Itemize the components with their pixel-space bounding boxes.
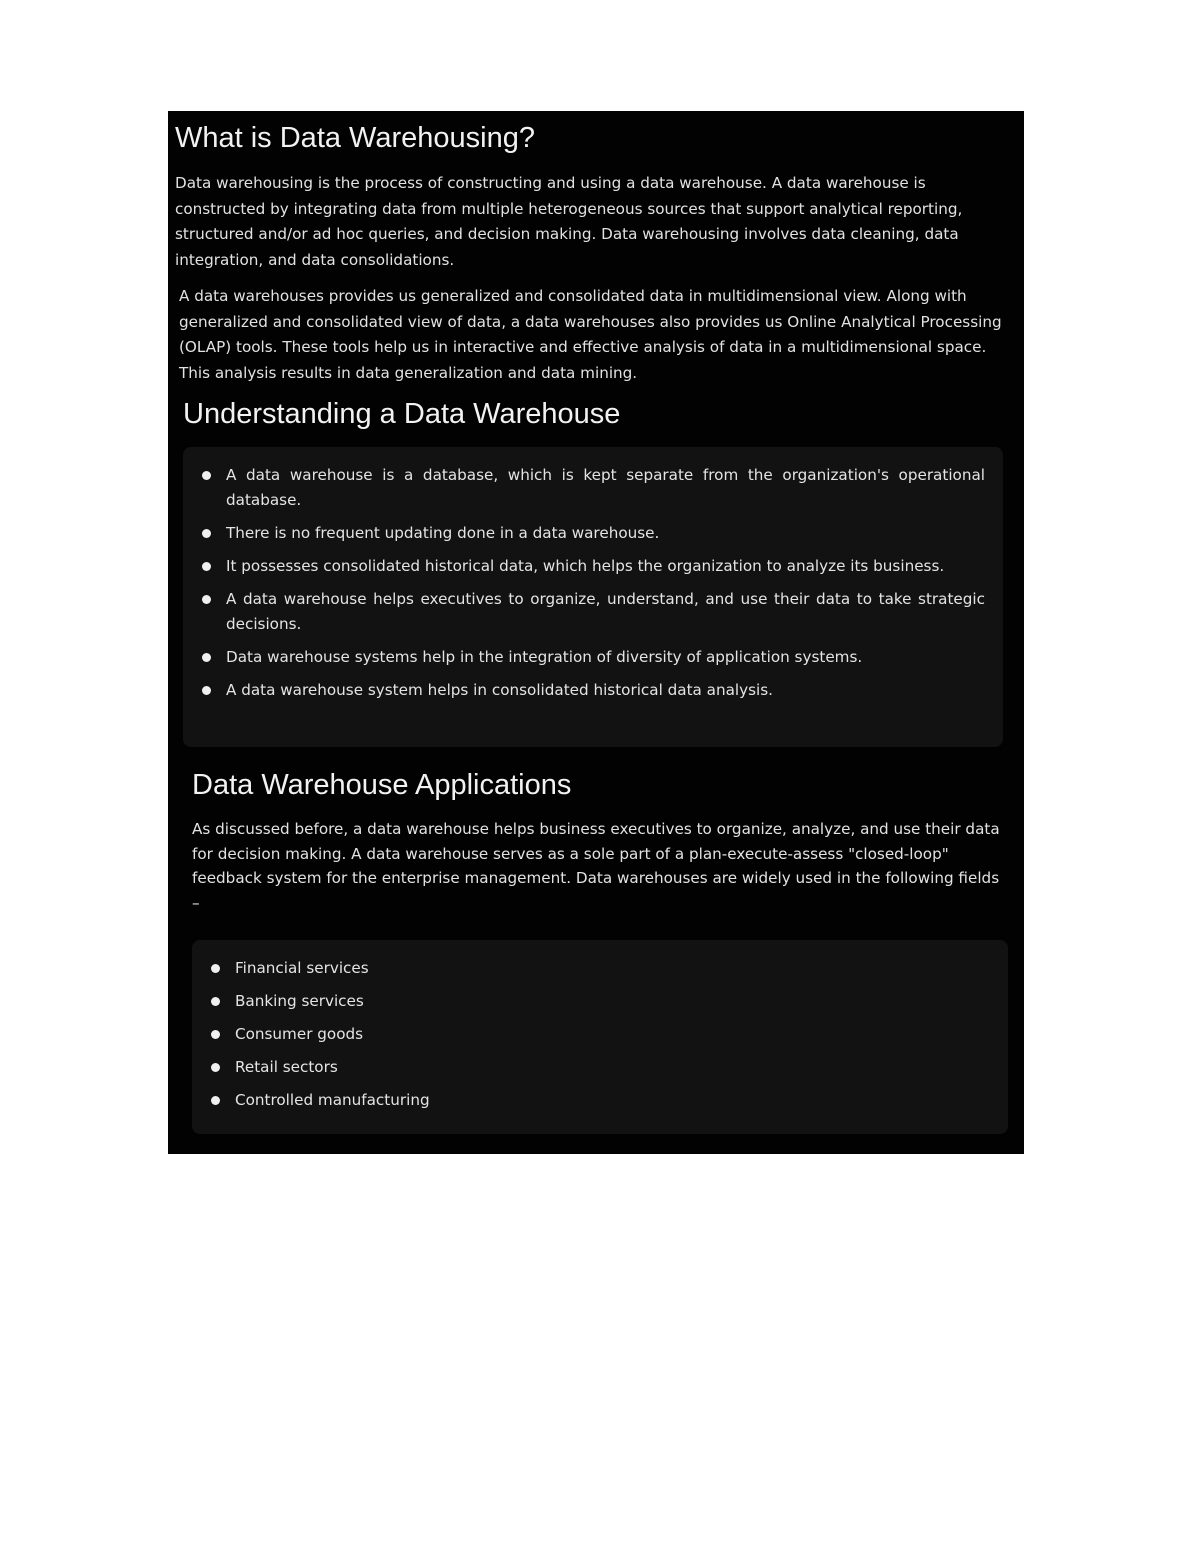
list-item-text: There is no frequent updating done in a data warehouse. [226, 524, 660, 542]
intro-paragraph-1-container [175, 171, 1001, 273]
bullet-icon [202, 529, 211, 538]
list-item [192, 1088, 992, 1113]
list-item-text: Banking services [235, 992, 364, 1010]
section-applications-heading-container [192, 767, 992, 803]
bullet-icon [211, 997, 220, 1006]
list-item [192, 1022, 992, 1047]
list-item [192, 989, 992, 1014]
bullet-icon [202, 595, 211, 604]
intro-paragraph-1: Data warehousing is the process of constructing and using a data warehouse. A data warehouse is constructed by integrating data from multiple heterogeneous sources that support analytical reporting, structured and/or ad hoc queries, and decision making. Data warehousing involves data cleaning, data integration, and data consolidations. [175, 174, 963, 269]
section-what-is-data-warehousing [175, 120, 1005, 156]
list-item [183, 678, 985, 703]
bullet-icon [202, 653, 211, 662]
bullet-icon [211, 1096, 220, 1105]
applications-list-box [192, 940, 1008, 1134]
list-item-text: Consumer goods [235, 1025, 364, 1043]
section-understanding-heading-container [183, 396, 983, 432]
bullet-icon [202, 686, 211, 695]
understanding-list-box [183, 447, 1003, 747]
list-item-text: Data warehouse systems help in the integration of diversity of application systems. [226, 648, 863, 666]
list-item-text: A data warehouse system helps in consolidated historical data analysis. [226, 681, 773, 699]
list-item [192, 1055, 992, 1080]
bullet-icon [202, 562, 211, 571]
applications-list [192, 940, 1008, 1113]
list-item-text: Controlled manufacturing [235, 1091, 430, 1109]
applications-paragraph: As discussed before, a data warehouse helps business executives to organize, analyze, and use their data for decision making. A data warehouse serves as a sole part of a plan-execute-assess "closed-loop" feedback system for the enterprise management. Data warehouses are widely used in the following fields – [192, 820, 1000, 912]
section-heading-applications: Data Warehouse Applications [192, 769, 572, 801]
applications-paragraph-container [192, 817, 1008, 915]
intro-paragraph-2: A data warehouses provides us generalized and consolidated data in multidimensional view. Along with generalized and consolidated view of data, a data warehouses also provides us Online Analytical Processing (OLAP) tools. These tools help us in interactive and effective analysis of data in a multidimensional space. This analysis results in data generalization and data mining. [179, 287, 1002, 382]
section-heading-understanding: Understanding a Data Warehouse [183, 398, 621, 430]
list-item-text: Retail sectors [235, 1058, 338, 1076]
list-item-text: It possesses consolidated historical data, which helps the organization to analyze its business. [226, 557, 945, 575]
document-page [168, 111, 1024, 1154]
list-item-text: Financial services [235, 959, 369, 977]
bullet-icon [202, 471, 211, 480]
list-item [183, 463, 985, 513]
list-item [183, 587, 985, 637]
list-item [183, 554, 985, 579]
bullet-icon [211, 964, 220, 973]
bullet-icon [211, 1063, 220, 1072]
page-title: What is Data Warehousing? [175, 122, 535, 154]
intro-paragraph-2-container [179, 284, 1015, 386]
list-item [183, 645, 985, 670]
understanding-list [183, 447, 1001, 703]
list-item-text: A data warehouse helps executives to organize, understand, and use their data to take strategic decisions. [226, 590, 985, 633]
list-item-text: A data warehouse is a database, which is kept separate from the organization's operational database. [226, 466, 985, 509]
list-item [192, 956, 992, 981]
bullet-icon [211, 1030, 220, 1039]
list-item [183, 521, 985, 546]
